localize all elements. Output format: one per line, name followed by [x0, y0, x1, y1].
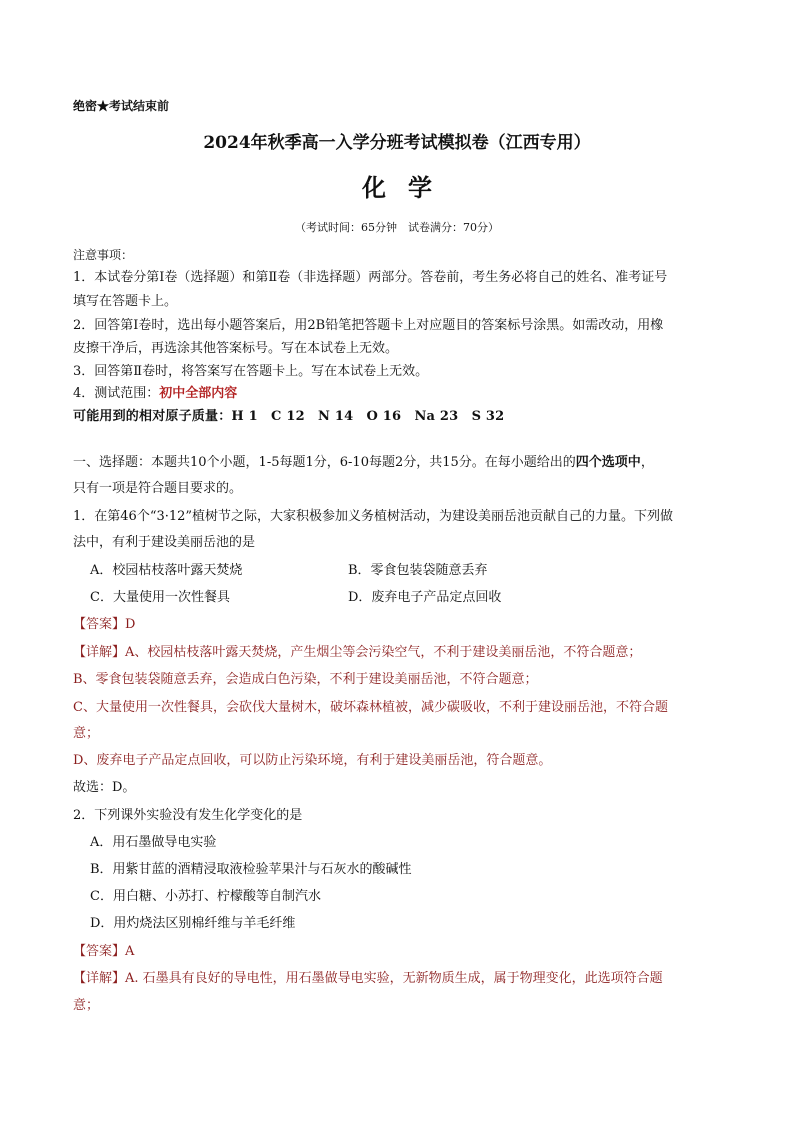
exam-title: 2024年秋季高一入学分班考试模拟卷（江西专用）	[203, 133, 591, 153]
notice-item-3: 3．回答第Ⅱ卷时，将答案写在答题卡上。写在本试卷上无效。	[73, 364, 429, 379]
atomic-masses: 可能用到的相对原子质量：H 1 C 12 N 14 O 16 Na 23 S 32	[73, 409, 505, 424]
q1-detail-a	[73, 641, 641, 660]
test-scope: 初中全部内容	[159, 386, 238, 401]
notice-item-2b: 皮擦干净后，再选涂其他答案标号。写在本试卷上无效。	[73, 341, 399, 356]
q2-detail-a2: 意；	[73, 998, 100, 1013]
section1-heading: 一、选择题：	[73, 455, 152, 470]
q1-detail-c2: 意；	[73, 726, 100, 741]
section1-intro-bold: 四个选项中	[575, 455, 641, 470]
q1-stem-b: 法中，有利于建设美丽岳池的是	[73, 535, 256, 550]
q2-option-c: C．用白糖、小苏打、柠檬酸等自制汽水	[90, 889, 321, 904]
notice-item-4	[73, 382, 237, 401]
section1-intro-text: 本题共10个小题，1-5每题1分，6-10每题2分，共15分。在每小题给出的	[151, 455, 576, 470]
notice-item-2a: 2．回答第Ⅰ卷时，选出每小题答案后，用2B铅笔把答题卡上对应题目的答案标号涂黑。如需改动，用橡	[73, 318, 664, 333]
q1-answer: 【答案】D	[73, 617, 136, 632]
q2-option-a: A．用石墨做导电实验	[90, 835, 217, 850]
q2-detail-a1-text: A. 石墨具有良好的导电性，用石墨做导电实验，无新物质生成，属于物理变化，此选项符合题	[125, 971, 663, 986]
q1-option-c: C．大量使用一次性餐具	[90, 590, 230, 605]
section1-intro-end: ，	[640, 455, 654, 470]
notice-heading: 注意事项：	[73, 248, 134, 262]
q1-option-b: B．零食包装袋随意丢弃	[348, 563, 488, 578]
q2-stem: 2．下列课外实验没有发生化学变化的是	[73, 808, 303, 823]
q1-stem-a: 1．在第46个“3·12”植树节之际，大家积极参加义务植树活动，为建设美丽岳池贡献自己的力量。下列做	[73, 509, 674, 524]
section1-intro-b: 只有一项是符合题目要求的。	[73, 481, 243, 496]
q1-detail-d: D、废弃电子产品定点回收，可以防止污染环境，有利于建设美丽岳池，符合题意。	[73, 753, 552, 768]
q2-answer: 【答案】A	[73, 944, 135, 959]
q1-detail-label: 【详解】	[73, 645, 126, 660]
q1-conclusion: 故选：D。	[73, 780, 136, 795]
q1-option-a: A．校园枯枝落叶露天焚烧	[90, 563, 243, 578]
q2-option-d: D．用灼烧法区别棉纤维与羊毛纤维	[90, 916, 296, 931]
notice-item-1a: 1．本试卷分第Ⅰ卷（选择题）和第Ⅱ卷（非选择题）两部分。答卷前，考生务必将自己的姓名、准考证号	[73, 270, 668, 285]
subject-title: 化学	[362, 173, 454, 202]
confidential-label: 绝密★考试结束前	[73, 99, 170, 113]
q1-detail-c1: C、大量使用一次性餐具，会砍伐大量树木，破坏森林植被，减少碳吸收，不利于建设丽岳池，不符合题	[73, 700, 668, 715]
q2-option-b: B．用紫甘蓝的酒精浸取液检验苹果汁与石灰水的酸碱性	[90, 862, 412, 877]
q1-detail-a-text: A、校园枯枝落叶露天焚烧，产生烟尘等会污染空气，不利于建设美丽岳池，不符合题意；	[125, 645, 642, 660]
notice-item-4-prefix: 4．测试范围：	[73, 386, 160, 401]
exam-time-info: （考试时间：65分钟 试卷满分：70分）	[295, 221, 499, 234]
q1-option-d: D．废弃电子产品定点回收	[348, 590, 502, 605]
notice-item-1b: 填写在答题卡上。	[73, 294, 178, 309]
q1-detail-b: B、零食包装袋随意丢弃，会造成白色污染，不利于建设美丽岳池，不符合题意；	[73, 672, 538, 687]
q2-detail-a1	[73, 967, 663, 986]
section1-intro-a	[73, 451, 654, 470]
q2-detail-label: 【详解】	[73, 971, 126, 986]
